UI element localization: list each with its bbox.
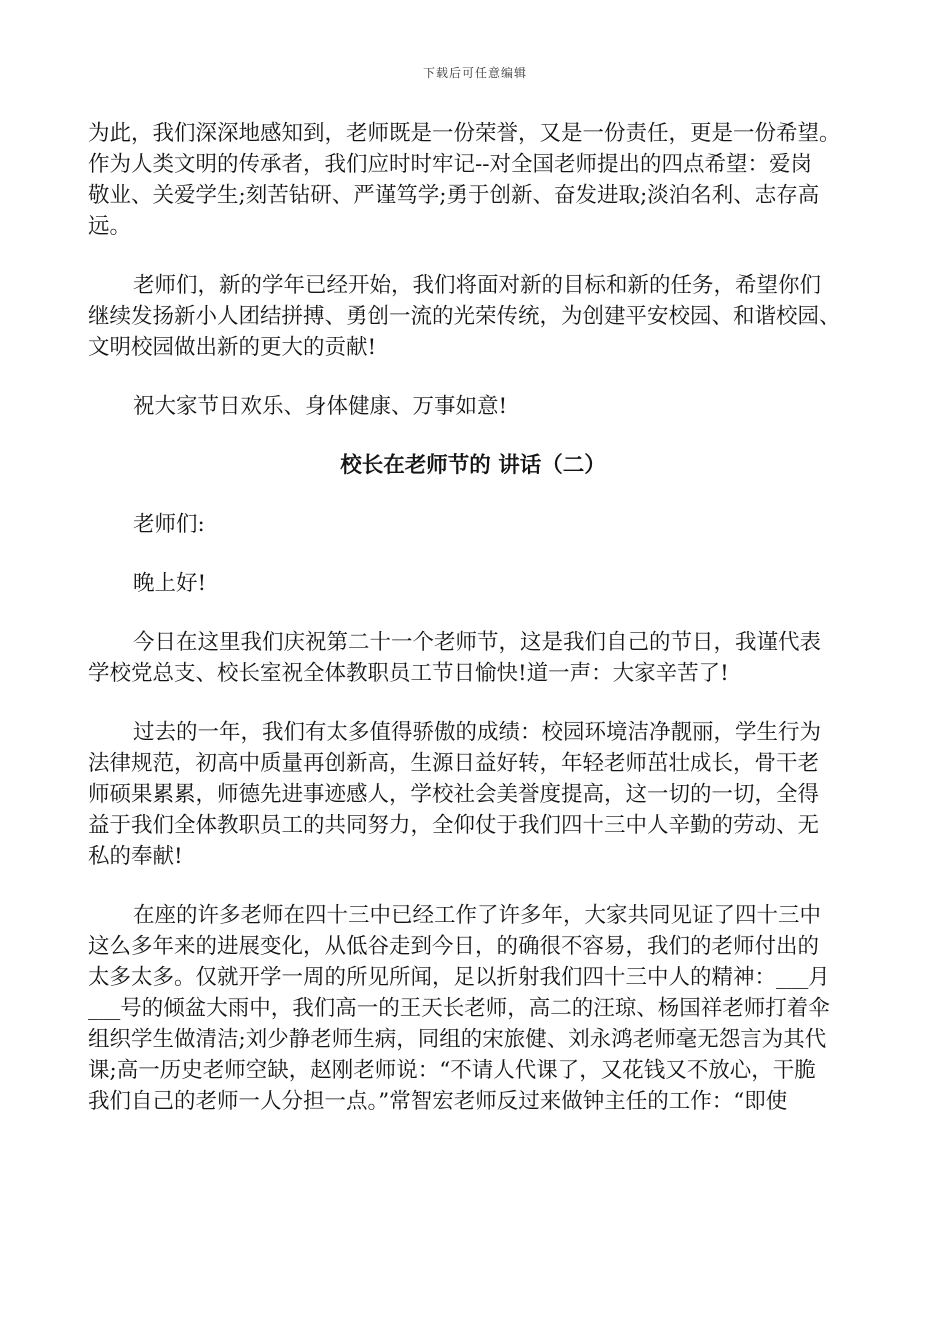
text-line: 老师们，新的学年已经开始，我们将面对新的目标和新的任务，希望你们 [133, 273, 822, 298]
text-line: 敬业、关爱学生;刻苦钻研、严谨笃学;勇于创新、奋发进取;淡泊名利、志存高 [88, 183, 820, 208]
greeting [88, 568, 858, 599]
paragraph-celebration [88, 627, 858, 689]
text-line: 法律规范，初高中质量再创新高，生源日益好转，年轻老师茁壮成长，骨干老 [88, 751, 820, 776]
text-line: 在座的许多老师在四十三中已经工作了许多年，大家共同见证了四十三中 [133, 903, 822, 928]
text-line: 师硕果累累，师德先进事迹感人，学校社会美誉度提高，这一切的一切，全得 [88, 782, 820, 807]
text-line: ___号的倾盆大雨中，我们高一的王天长老师，高二的汪琼、杨国祥老师打着伞 [88, 996, 830, 1021]
text-line: 今日在这里我们庆祝第二十一个老师节，这是我们自己的节日，我谨代表 [133, 630, 822, 655]
salutation [88, 509, 858, 540]
text-line: 私的奉献! [88, 844, 183, 869]
document-body [88, 118, 858, 1117]
text-line: 远。 [88, 214, 132, 239]
paragraph-responsibility [88, 118, 858, 242]
text-line: 过去的一年，我们有太多值得骄傲的成绩：校园环境洁净靓丽，学生行为 [133, 720, 822, 745]
text-line: 老师们: [133, 512, 205, 537]
paragraph-teachers-dedication [88, 900, 858, 1117]
paragraph-achievements [88, 717, 858, 872]
text-line: 祝大家节日欢乐、身体健康、万事如意! [133, 394, 508, 419]
text-line: 文明校园做出新的更大的贡献! [88, 335, 377, 360]
text-line: 课;高一历史老师空缺，赵刚老师说：“不请人代课了，又花钱又不放心，干脆 [88, 1058, 816, 1083]
page-header-note: 下载后可任意编辑 [422, 66, 527, 80]
text-line: 继续发扬新小人团结拼搏、勇创一流的光荣传统，为创建平安校园、和谐校园、 [88, 304, 841, 329]
text-line: 晚上好! [133, 571, 207, 596]
paragraph-new-school-year [88, 270, 858, 363]
text-line: 组织学生做清洁;刘少静老师生病，同组的宋旅健、刘永鸿老师毫无怨言为其代 [88, 1027, 827, 1052]
text-line: 为此，我们深深地感知到，老师既是一份荣誉，又是一份责任，更是一份希望。 [88, 121, 841, 146]
text-line: 益于我们全体教职员工的共同努力，全仰仗于我们四十三中人辛勤的劳动、无 [88, 813, 820, 838]
section-title: 校长在老师节的 讲话（二） [340, 453, 606, 478]
text-line: 作为人类文明的传承者，我们应时时牢记--对全国老师提出的四点希望：爱岗 [88, 152, 813, 177]
paragraph-wishes [88, 391, 858, 422]
text-line: 太多太多。仅就开学一周的所见所闻，足以折射我们四十三中人的精神：___月 [88, 965, 830, 990]
text-line: 这么多年来的进展变化，从低谷走到今日，的确很不容易，我们的老师付出的 [88, 934, 820, 959]
text-line: 我们自己的老师一人分担一点。”常智宏老师反过来做钟主任的工作：“即使 [88, 1089, 788, 1114]
text-line: 学校党总支、校长室祝全体教职员工节日愉快!道一声：大家辛苦了! [88, 661, 729, 686]
